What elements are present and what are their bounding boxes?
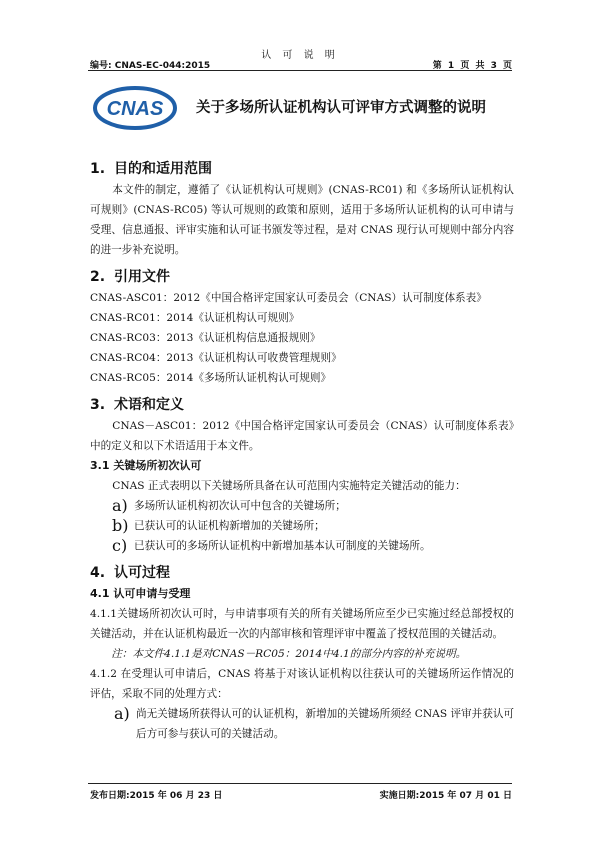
doc-number: 编号: CNAS-EC-044:2015 <box>90 61 211 71</box>
reference-item: CNAS-ASC01：2012《中国合格评定国家认可委员会（CNAS）认可制度体系表》 <box>90 292 487 304</box>
subsection-intro: CNAS 正式表明以下关键场所具备在认可范围内实施特定关键活动的能力： <box>112 480 466 492</box>
section-paragraph: 本文件的制定，遵循了《认证机构认可规则》(CNAS-RC01) 和《多场所认证机构认可规则》(CNAS-RC05) 等认可规则的政策和原则，适用于多场所认证机构的认可申请与受理、信息通报、评审实施和认可证书颁发等过程，是对 CNAS 现行认可规则中部分内容的进一步补充说明。 <box>90 184 514 256</box>
document-body <box>90 158 514 750</box>
section-2 <box>90 266 514 388</box>
list-item: a) 多场所认证机构初次认可中包含的关键场所； <box>112 496 346 515</box>
clause-4-1-2: 4.1.2 在受理认可申请后，CNAS 将基于对该认证机构以往获认可的关键场所运作情况的评估，采取不同的处理方式： <box>90 668 514 700</box>
section-3 <box>90 394 514 556</box>
list-item: b) 已获认可的认证机构新增加的关键场所； <box>112 516 325 535</box>
reference-item: CNAS-RC04：2013《认证机构认可收费管理规则》 <box>90 352 342 364</box>
page-info: 第 1 页 共 3 页 <box>432 61 512 71</box>
cnas-logo <box>92 84 178 132</box>
cnas-logo-text: CNAS <box>106 98 164 120</box>
issue-date: 发布日期:2015 年 06 月 23 日 <box>90 791 223 801</box>
section-4 <box>90 562 514 744</box>
list-item: c) 已获认可的多场所认证机构中新增加基本认可制度的关键场所。 <box>112 536 431 555</box>
reference-item: CNAS-RC01：2014《认证机构认可规则》 <box>90 312 300 324</box>
note: 注：本文件4.1.1是对CNAS－RC05：2014中4.1的部分内容的补充说明。 <box>111 648 467 660</box>
section-heading: 3. 术语和定义 <box>90 397 184 413</box>
header-divider <box>88 70 512 71</box>
section-heading: 4. 认可过程 <box>90 565 170 581</box>
section-heading: 2. 引用文件 <box>90 269 170 285</box>
document-title: 关于多场所认证机构认可评审方式调整的说明 <box>196 100 486 116</box>
clause-4-1-1: 4.1.1关键场所初次认可时，与申请事项有关的所有关键场所应至少已实施过经总部授权的关键活动，并在认证机构最近一次的内部审核和管理评审中覆盖了授权范围的关键活动。 <box>90 608 514 640</box>
section-heading: 1. 目的和适用范围 <box>90 161 212 177</box>
effective-date: 实施日期:2015 年 07 月 01 日 <box>379 791 512 801</box>
section-paragraph: CNAS－ASC01：2012《中国合格评定国家认可委员会（CNAS）认可制度体系表》中的定义和以下术语适用于本文件。 <box>90 420 514 452</box>
subsection-heading: 4.1 认可申请与受理 <box>90 587 191 600</box>
reference-item: CNAS-RC05：2014《多场所认证机构认可规则》 <box>90 372 332 384</box>
list-item: a) 尚无关键场所获得认可的认证机构，新增加的关键场所须经 CNAS 评审并获认可后方可参与获认可的关键活动。 <box>114 704 515 740</box>
reference-item: CNAS-RC03：2013《认证机构信息通报规则》 <box>90 332 321 344</box>
header-title: 认 可 说 明 <box>261 50 339 61</box>
footer-divider <box>88 783 512 784</box>
subsection-heading: 3.1 关键场所初次认可 <box>90 459 202 472</box>
section-1 <box>90 158 514 260</box>
